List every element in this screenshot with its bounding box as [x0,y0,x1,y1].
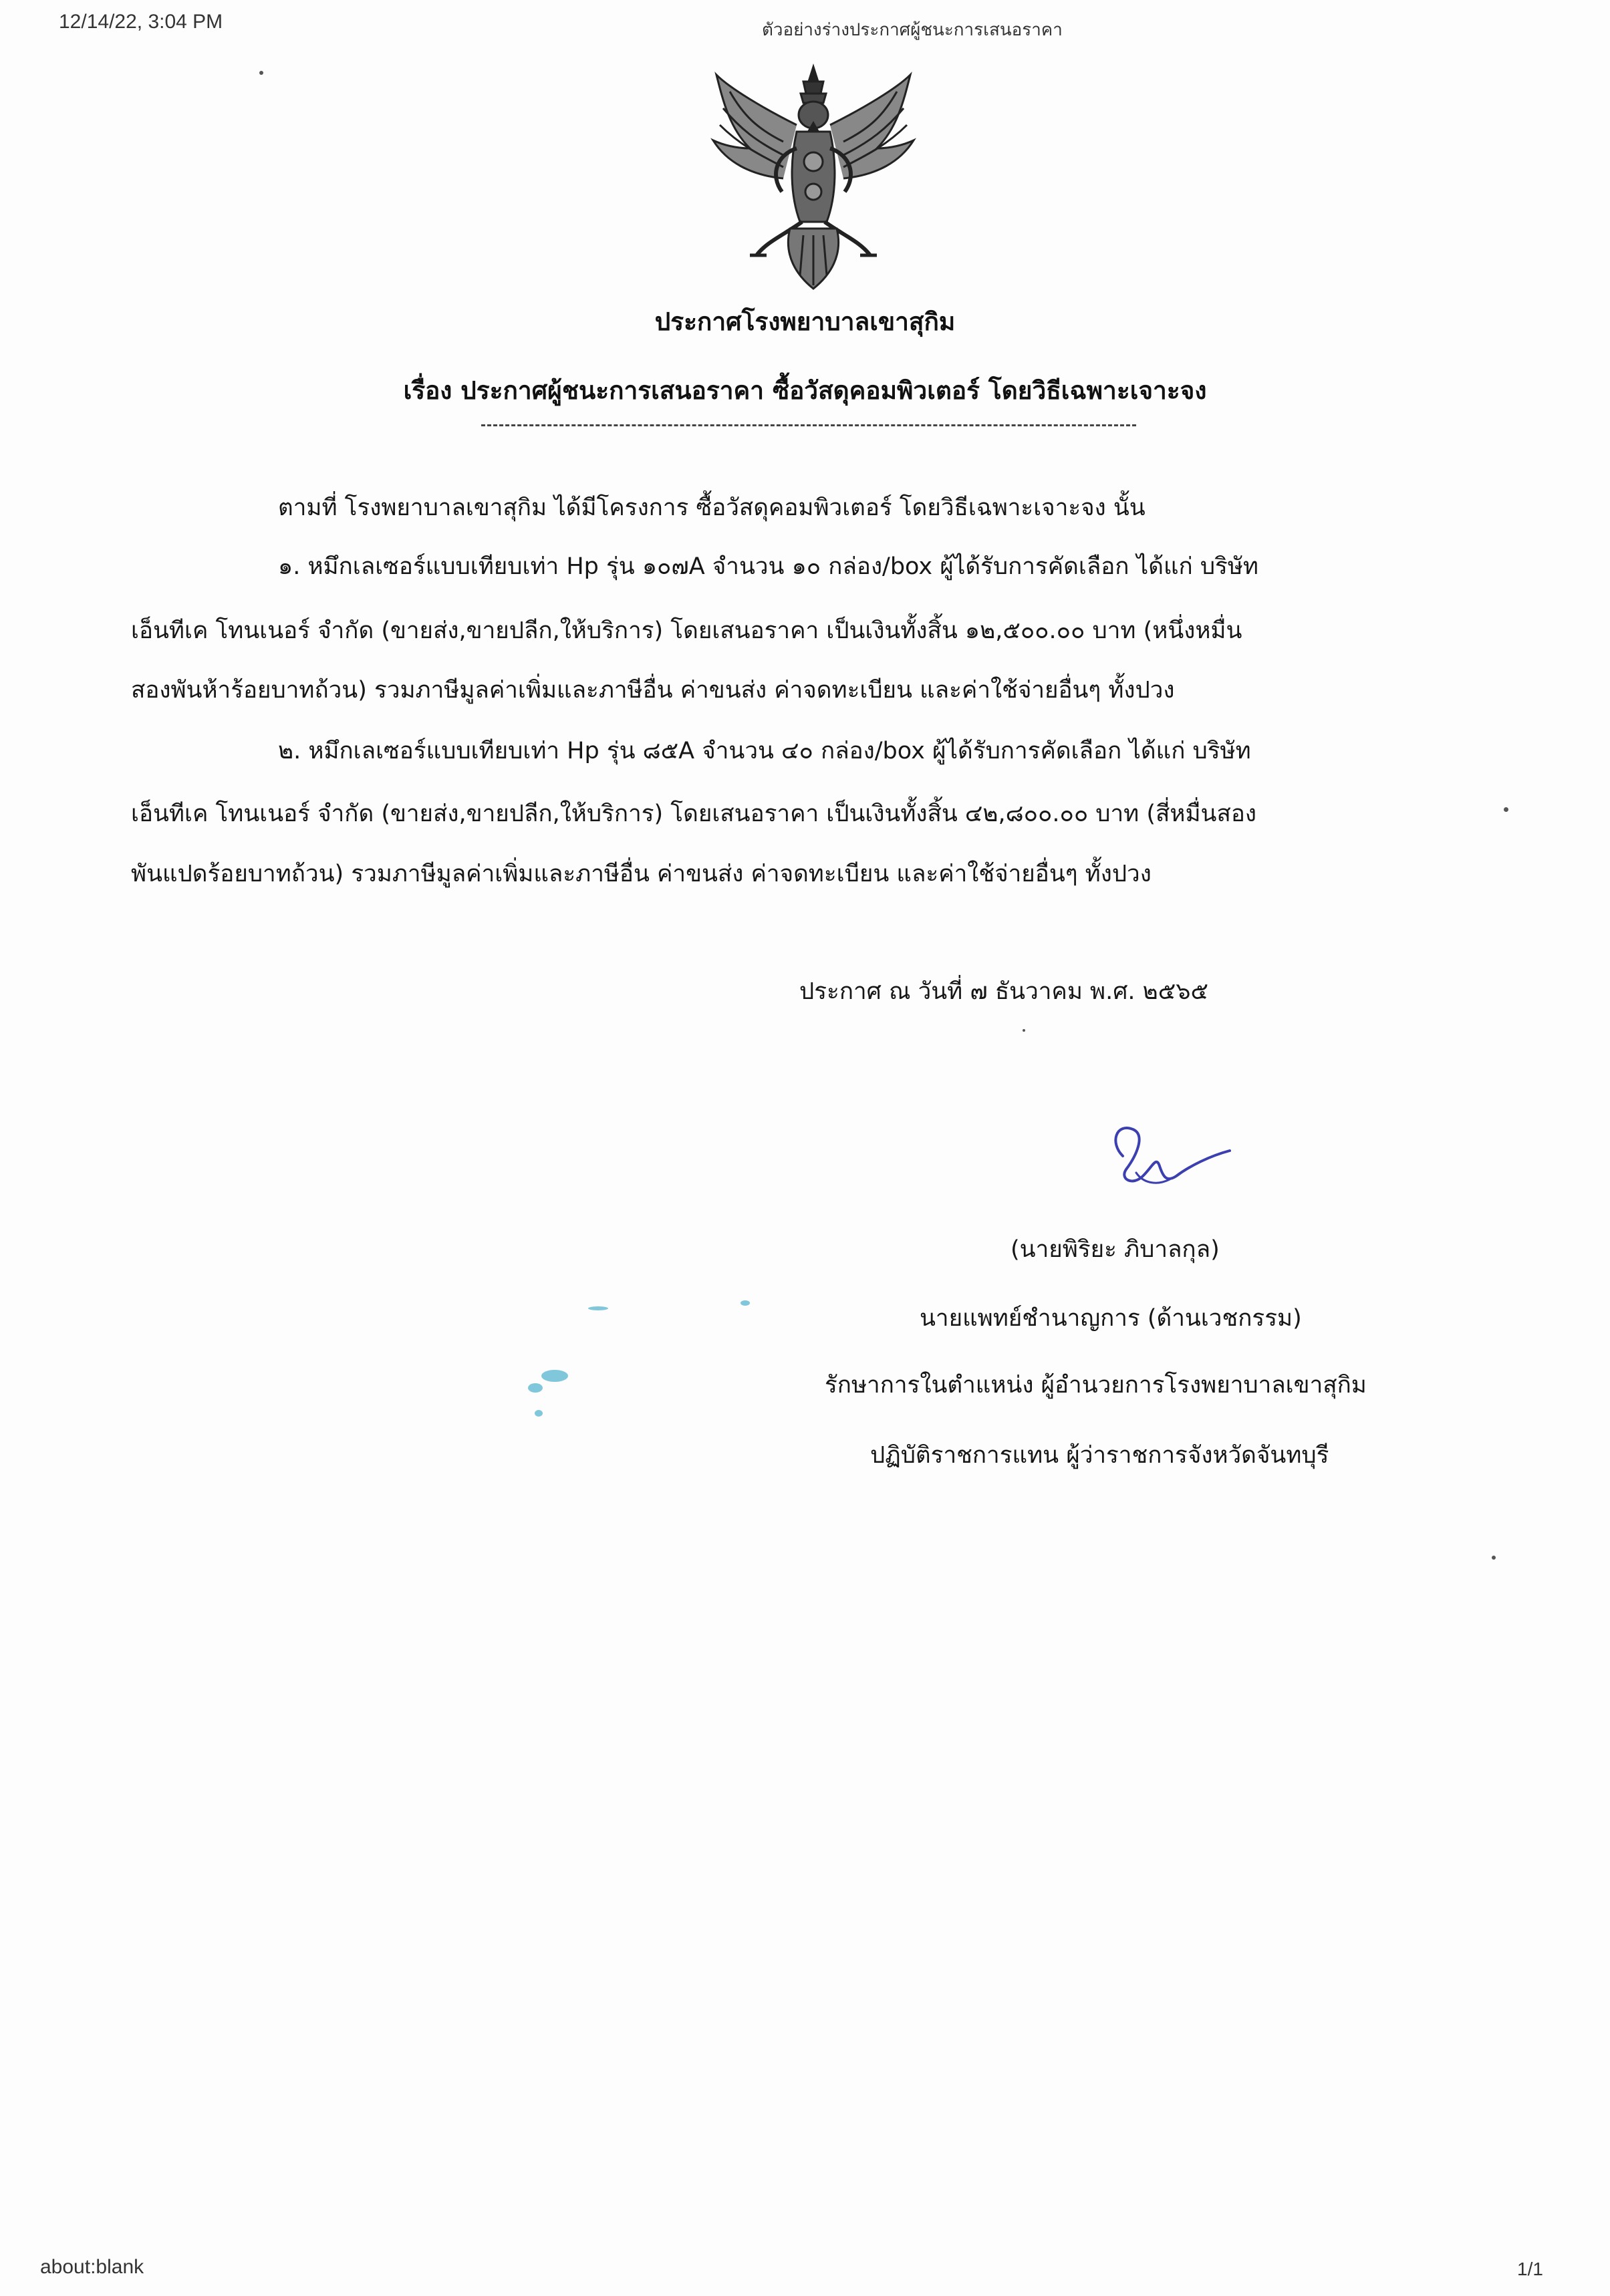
signatory-on-behalf: ปฏิบัติราชการแทน ผู้ว่าราชการจังหวัดจันทบุรี [870,1442,1329,1469]
scan-dot [1492,1556,1496,1560]
scan-dot [259,71,263,75]
print-doc-title: ตัวอย่างร่างประกาศผู้ชนะการเสนอราคา [762,20,1063,40]
signatory-acting: รักษาการในตำแหน่ง ผู้อำนวยการโรงพยาบาลเขาสุกิม [825,1372,1367,1399]
body-line-item1-b: เอ็นทีเค โทนเนอร์ จำกัด (ขายส่ง,ขายปลีก,ให้บริการ) โดยเสนอราคา เป็นเงินทั้งสิ้น ๑๒,๕๐๐.๐๐ บาท (หนึ่งหมื่น [131,617,1242,644]
signatory-position: นายแพทย์ชำนาญการ (ด้านเวชกรรม) [920,1305,1302,1332]
body-line-item1-a: ๑. หมึกเลเซอร์แบบเทียบเท่า Hp รุ่น ๑๐๗A จำนวน ๑๐ กล่อง/box ผู้ได้รับการคัดเลือก ได้แก่ บริษัท [278,553,1258,580]
body-line-item2-a: ๒. หมึกเลเซอร์แบบเทียบเท่า Hp รุ่น ๘๕A จำนวน ๔๐ กล่อง/box ผู้ได้รับการคัดเลือก ได้แก่ บริษัท [278,738,1251,764]
body-line-intro: ตามที่ โรงพยาบาลเขาสุกิม ได้มีโครงการ ซื้อวัสดุคอมพิวเตอร์ โดยวิธีเฉพาะเจาะจง นั้น [278,494,1146,521]
announcement-title: ประกาศโรงพยาบาลเขาสุกิม [654,307,956,336]
scan-dot [1504,807,1508,812]
body-line-item1-c: สองพันห้าร้อยบาทถ้วน) รวมภาษีมูลค่าเพิ่มและภาษีอื่น ค่าขนส่ง ค่าจดทะเบียน และค่าใช้จ่ายอื่นๆ ทั้งปวง [131,677,1175,704]
body-line-item2-b: เอ็นทีเค โทนเนอร์ จำกัด (ขายส่ง,ขายปลีก,ให้บริการ) โดยเสนอราคา เป็นเงินทั้งสิ้น ๔๒,๘๐๐.๐๐ บาท (สี่หมื่นสอง [131,801,1256,827]
announcement-date: ประกาศ ณ วันที่ ๗ ธันวาคม พ.ศ. ๒๕๖๕ [799,978,1208,1005]
body-line-item2-c: พันแปดร้อยบาทถ้วน) รวมภาษีมูลค่าเพิ่มและภาษีอื่น ค่าขนส่ง ค่าจดทะเบียน และค่าใช้จ่ายอื่นๆ ทั้งปวง [131,861,1152,887]
handwritten-signature [1096,1116,1236,1203]
print-page-number: 1/1 [1517,2259,1543,2279]
print-datetime: 12/14/22, 3:04 PM [59,11,223,33]
signatory-name: (นายพิริยะ ภิบาลกุล) [1011,1236,1220,1263]
garuda-emblem-icon [703,61,924,295]
scan-speck [528,1383,543,1393]
scan-speck [741,1300,750,1306]
scan-dot [1023,1029,1025,1032]
scan-speck [541,1370,568,1382]
print-url: about:blank [40,2256,144,2278]
title-divider [481,424,1136,426]
announcement-subject: เรื่อง ประกาศผู้ชนะการเสนอราคา ซื้อวัสดุคอมพิวเตอร์ โดยวิธีเฉพาะเจาะจง [403,376,1207,405]
scan-speck [588,1306,608,1310]
scan-speck [535,1410,543,1417]
